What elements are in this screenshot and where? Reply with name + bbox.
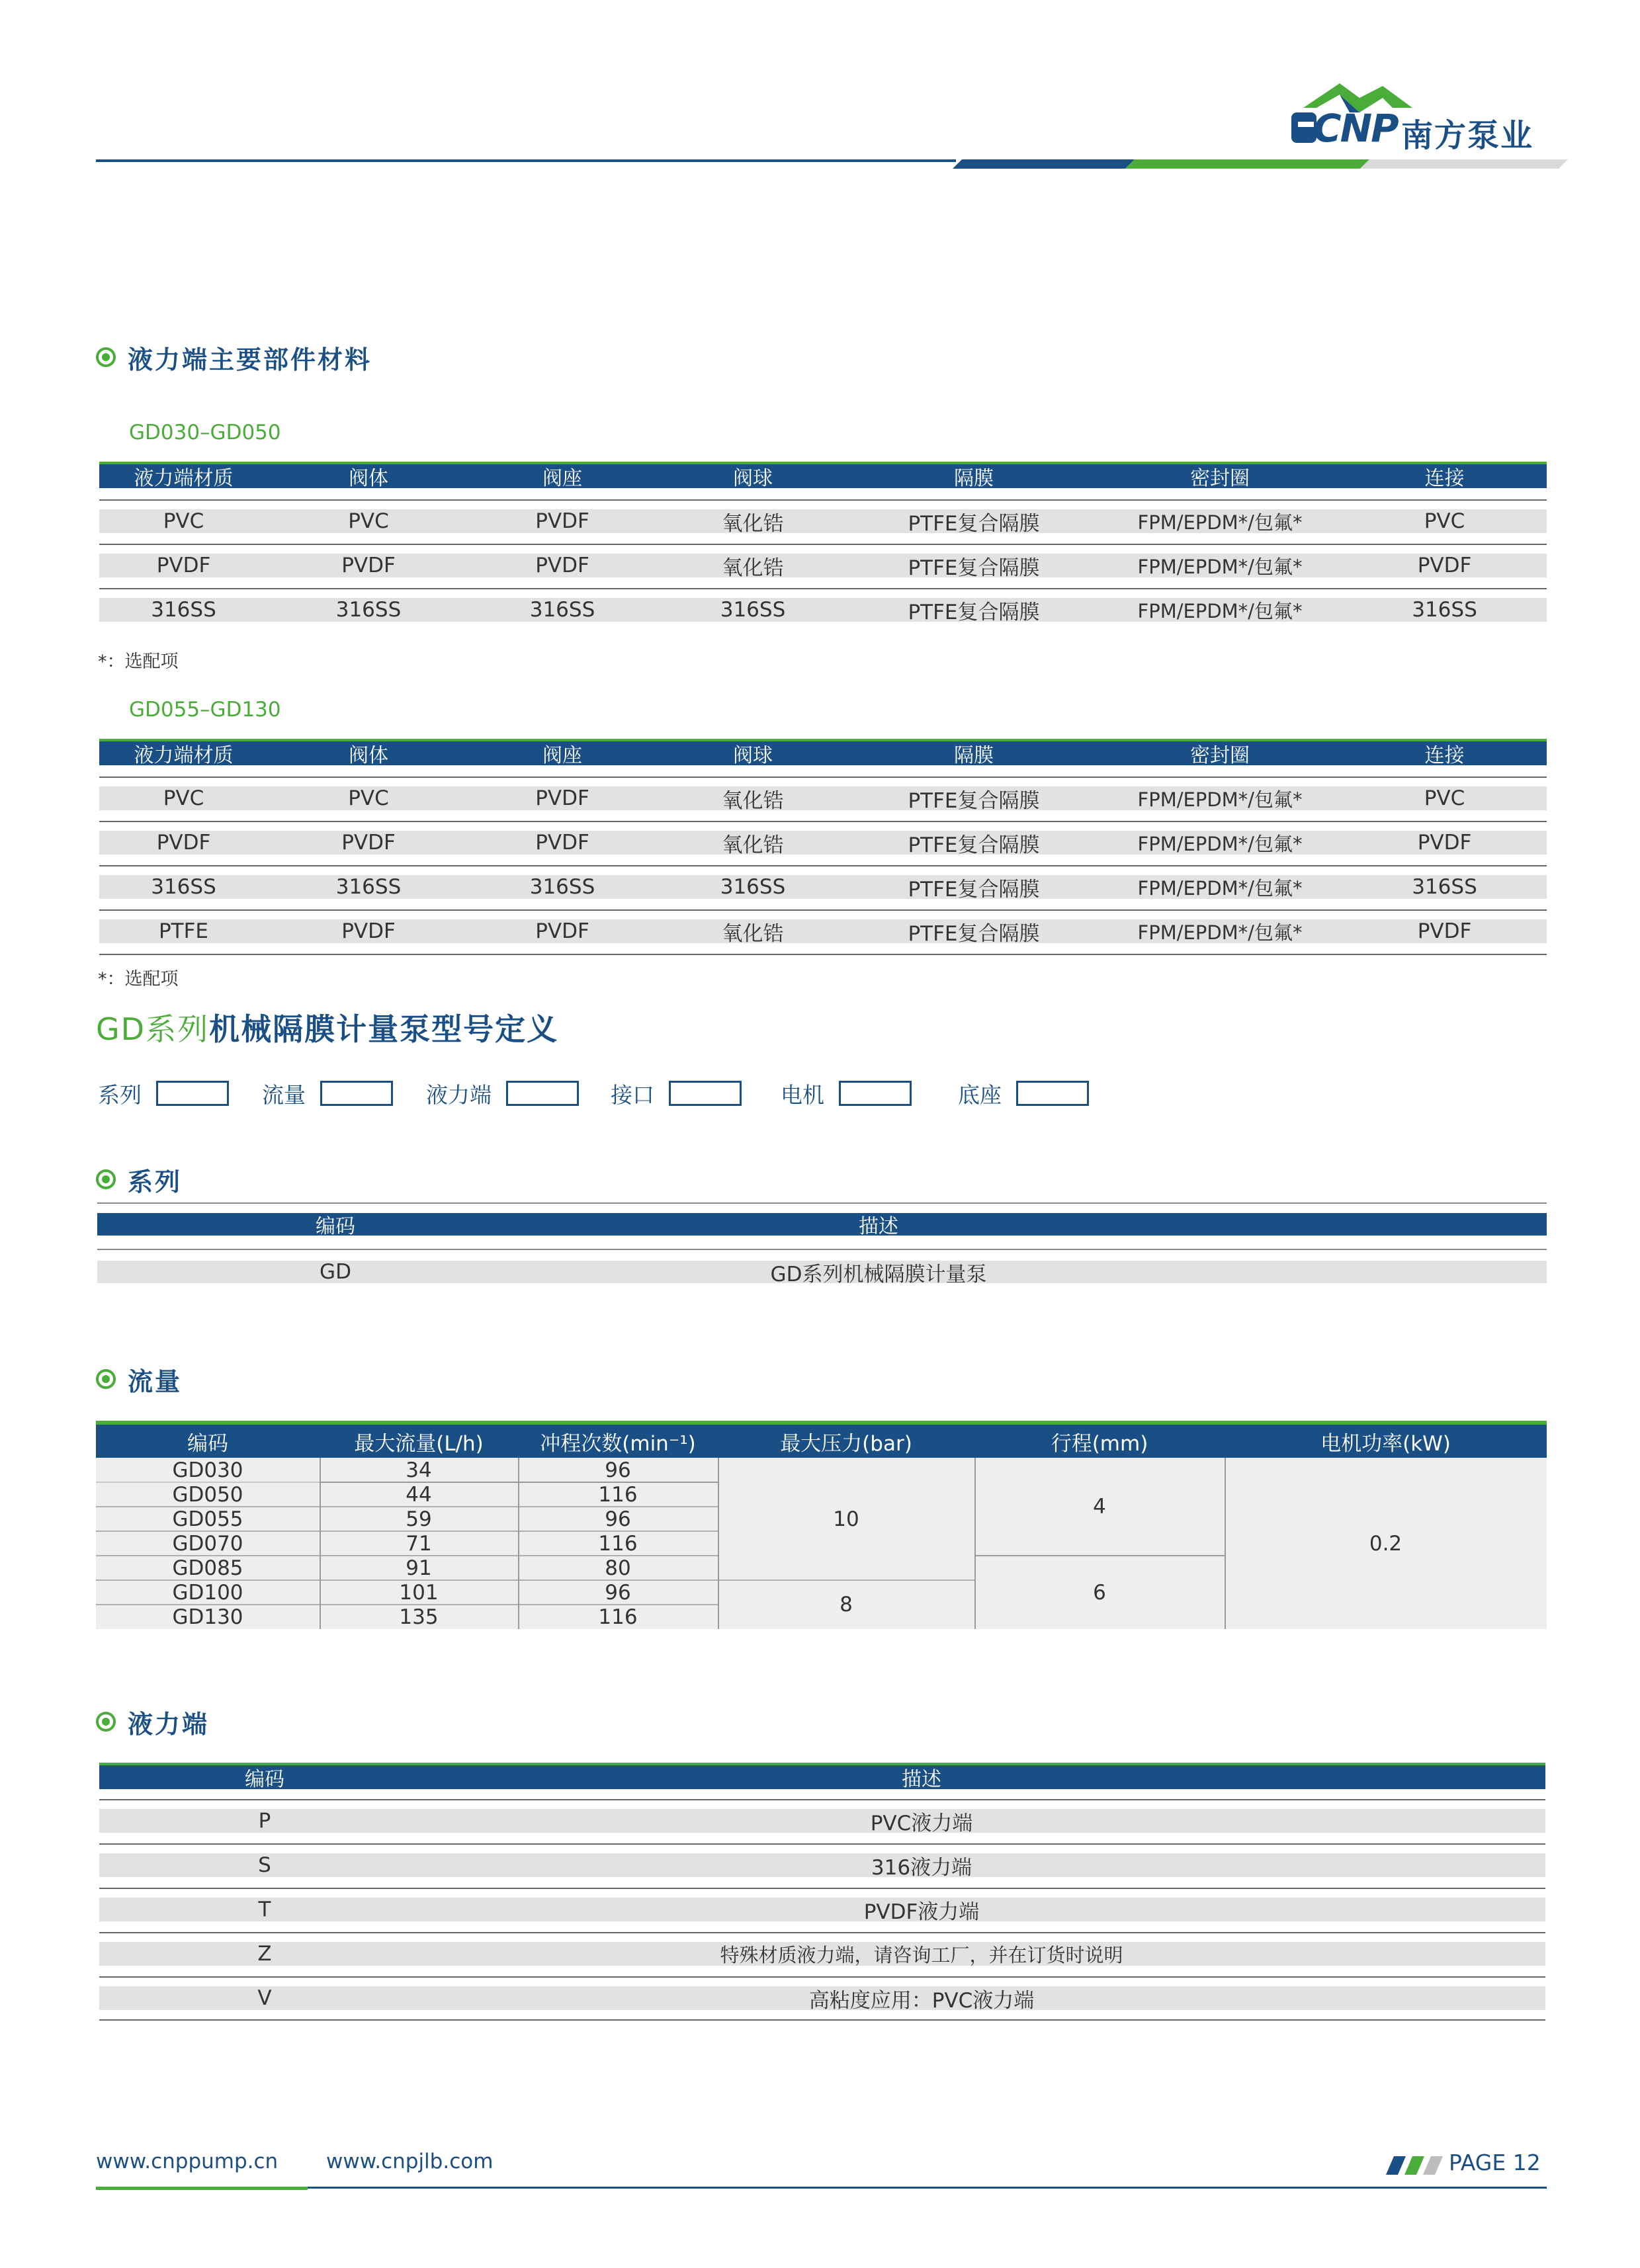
table-row — [99, 919, 1547, 946]
model-definition-title-rest: 机械隔膜计量泵型号定义 — [209, 1011, 559, 1047]
cell: GD070 — [172, 1531, 243, 1556]
def-label: 接口 — [611, 1081, 654, 1108]
def-label: 电机 — [781, 1081, 824, 1108]
cell: PVDF — [341, 554, 396, 577]
footer-green-accent — [96, 2187, 308, 2190]
cell: 氧化锆 — [722, 833, 784, 857]
model-definition-title-series: GD系列 — [96, 1011, 210, 1047]
cell: 316SS — [720, 875, 786, 899]
cell: PVDF — [156, 554, 211, 577]
header-cell: 密封圈 — [1190, 467, 1250, 490]
header-cell: 最大流量(L/h) — [320, 1425, 518, 1458]
cell: FPM/EPDM*/包氟* — [1137, 599, 1303, 622]
materials-title: 液力端主要部件材料 — [128, 345, 372, 374]
def-label: 底座 — [958, 1081, 1002, 1108]
pressure-cell: 10 — [833, 1507, 859, 1531]
cell: FPM/EPDM*/包氟* — [1137, 788, 1303, 811]
table1-note: *：选配项 — [98, 651, 179, 672]
cell: 316SS — [1412, 598, 1477, 622]
bullet-icon — [96, 1169, 116, 1189]
table-row — [99, 554, 1547, 580]
table2-subtitle: GD055–GD130 — [129, 698, 281, 722]
cell: P — [258, 1809, 271, 1833]
def-item-hydraulic — [426, 1077, 579, 1110]
cell: GD055 — [172, 1507, 243, 1531]
cell: 44 — [406, 1482, 432, 1507]
footer-website-1[interactable]: www.cnppump.cn — [96, 2150, 279, 2173]
cell: V — [257, 1986, 272, 2010]
cell: GD130 — [172, 1605, 243, 1629]
cell: PVC — [163, 509, 204, 533]
header-cell: 阀体 — [349, 467, 388, 490]
cell: 氧化锆 — [722, 921, 784, 946]
header-cell: 阀球 — [733, 467, 773, 490]
def-item-port — [611, 1077, 742, 1110]
cell: PTFE复合隔膜 — [908, 833, 1040, 857]
def-label: 流量 — [262, 1081, 306, 1108]
cell: GD050 — [172, 1482, 243, 1507]
cell: PVDF — [535, 554, 589, 577]
cell: GD系列机械隔膜计量泵 — [770, 1262, 987, 1286]
cell: 氧化锆 — [722, 788, 784, 813]
cell: PVDF — [341, 919, 396, 943]
cell: 116 — [598, 1482, 638, 1507]
header-cell: 连接 — [1424, 467, 1465, 490]
header-cell: 阀座 — [542, 744, 582, 767]
def-item-base — [958, 1077, 1089, 1110]
cell: PVC — [348, 509, 389, 533]
flow-heading — [96, 1363, 182, 1396]
cell: PVDF液力端 — [863, 1900, 980, 1924]
def-item-flow — [262, 1077, 393, 1110]
def-box — [839, 1081, 912, 1106]
cell: 316液力端 — [871, 1855, 972, 1880]
cell: 氧化锆 — [722, 556, 784, 580]
cell: PTFE复合隔膜 — [908, 921, 1040, 946]
cell: 96 — [605, 1458, 631, 1482]
def-item-motor — [781, 1077, 912, 1110]
table-row — [99, 1809, 1545, 1833]
bullet-icon — [96, 1369, 116, 1389]
header-cell: 阀座 — [542, 467, 582, 490]
cell: GD030 — [172, 1458, 243, 1482]
logo-company-name: 南方泵业 — [1401, 117, 1534, 154]
cell: Z — [257, 1942, 272, 1966]
cell: PTFE复合隔膜 — [908, 556, 1040, 580]
table-row — [99, 598, 1547, 622]
bullet-icon — [96, 347, 116, 367]
series-heading — [96, 1163, 182, 1196]
cell: PVC — [348, 786, 389, 810]
header-cell: 最大压力(bar) — [718, 1425, 974, 1458]
cell: FPM/EPDM*/包氟* — [1137, 832, 1303, 855]
flow-table — [96, 1421, 1547, 1629]
header-cell: 编码 — [96, 1425, 320, 1458]
header-cell: 描述 — [859, 1215, 898, 1238]
header-stripes — [946, 159, 1568, 169]
cell: 316SS — [151, 598, 216, 622]
cell: PTFE复合隔膜 — [908, 788, 1040, 813]
materials-table-1 — [99, 462, 1547, 634]
footer-stripes-icon — [1386, 2156, 1446, 2175]
cell: PVDF — [341, 831, 396, 855]
header-cell: 连接 — [1424, 744, 1465, 767]
table-row — [99, 1853, 1545, 1880]
cell: PVDF — [535, 919, 589, 943]
table-row — [99, 1898, 1545, 1924]
bullet-icon — [96, 1712, 116, 1732]
cell: PVDF — [1417, 831, 1472, 855]
logo-cnp-text: CNP — [1313, 106, 1398, 151]
header-cell: 密封圈 — [1190, 744, 1250, 767]
header-cell: 阀体 — [349, 744, 388, 767]
cell: 59 — [406, 1507, 432, 1531]
cell: PVC — [163, 786, 204, 810]
table1-subtitle: GD030–GD050 — [129, 421, 281, 444]
cell: PVC液力端 — [870, 1811, 973, 1835]
materials-table-2 — [99, 739, 1547, 957]
hydraulic-heading — [96, 1705, 209, 1738]
cell: FPM/EPDM*/包氟* — [1137, 876, 1303, 900]
table-row — [99, 1986, 1545, 2013]
header-cell: 描述 — [902, 1768, 941, 1791]
cell: PTFE复合隔膜 — [908, 877, 1040, 902]
header-cell: 隔膜 — [954, 467, 994, 490]
def-box — [669, 1081, 742, 1106]
footer-website-2[interactable]: www.cnpjlb.com — [326, 2150, 494, 2173]
table-header — [99, 1765, 1545, 1789]
cell: 116 — [598, 1531, 638, 1556]
cell: 氧化锆 — [722, 511, 784, 536]
header-cell: 电机功率(kW) — [1225, 1425, 1547, 1458]
cell: 316SS — [1412, 875, 1477, 899]
header-cell: 编码 — [316, 1215, 355, 1238]
power-cell: 0.2 — [1369, 1531, 1403, 1556]
def-box — [506, 1081, 579, 1106]
flow-title: 流量 — [128, 1366, 183, 1396]
header-cell: 冲程次数(min⁻¹) — [518, 1425, 718, 1458]
table-row — [99, 1942, 1545, 1966]
cell: GD085 — [172, 1556, 243, 1580]
table-row — [99, 786, 1547, 813]
model-definition-line — [98, 1077, 1156, 1110]
def-box — [156, 1081, 229, 1106]
cell: S — [258, 1853, 271, 1877]
table-row — [99, 509, 1547, 536]
cell: 71 — [406, 1531, 432, 1556]
cell: 135 — [399, 1605, 439, 1629]
cell: 91 — [406, 1556, 432, 1580]
table-header — [99, 741, 1547, 765]
cell: FPM/EPDM*/包氟* — [1137, 921, 1303, 944]
cell: PVC — [1424, 509, 1465, 533]
cell: PVDF — [535, 831, 589, 855]
cell: 316SS — [151, 875, 216, 899]
cell: PTFE复合隔膜 — [908, 511, 1040, 536]
hydraulic-table — [99, 1763, 1545, 2021]
hydraulic-title: 液力端 — [128, 1709, 210, 1739]
pressure-cell: 8 — [840, 1593, 853, 1617]
series-title: 系列 — [128, 1167, 183, 1197]
materials-heading — [96, 341, 372, 374]
header-cell: 行程(mm) — [974, 1425, 1225, 1458]
stroke-cell: 4 — [1093, 1495, 1106, 1519]
cell: PVDF — [535, 509, 589, 533]
cell: PVDF — [1417, 919, 1472, 943]
cell: FPM/EPDM*/包氟* — [1137, 511, 1303, 534]
table-row — [99, 875, 1547, 902]
header-rule — [96, 159, 956, 162]
cell: 316SS — [335, 875, 402, 899]
cell: PVDF — [156, 831, 211, 855]
cell: 96 — [605, 1507, 631, 1531]
cell: 高粘度应用：PVC液力端 — [808, 1988, 1035, 2013]
table-header — [97, 1213, 1547, 1236]
def-item-series — [98, 1077, 229, 1110]
model-definition-title — [96, 1005, 558, 1049]
def-label: 系列 — [98, 1081, 142, 1108]
header-cell: 编码 — [245, 1768, 284, 1791]
footer-rule — [96, 2187, 1547, 2189]
cell: 316SS — [529, 875, 595, 899]
cell: 316SS — [720, 598, 786, 622]
cell: PTFE — [158, 919, 209, 943]
page-number: PAGE 12 — [1449, 2150, 1541, 2175]
cell: 34 — [406, 1458, 432, 1482]
cell: PVDF — [1417, 554, 1472, 577]
series-table — [97, 1202, 1547, 1295]
cell: 316SS — [529, 598, 595, 622]
def-label: 液力端 — [426, 1081, 492, 1108]
def-box — [1016, 1081, 1089, 1106]
cell: 316SS — [335, 598, 402, 622]
cell: PVC — [1424, 786, 1465, 810]
cell: 116 — [598, 1605, 638, 1629]
header-cell: 液力端材质 — [134, 744, 234, 767]
header-cell: 隔膜 — [954, 744, 994, 767]
cell: T — [258, 1898, 271, 1921]
header-cell: 液力端材质 — [134, 467, 234, 490]
cell: 特殊材质液力端，请咨询工厂，并在订货时说明 — [720, 1943, 1123, 1966]
table-row — [97, 1260, 1547, 1286]
cell: GD100 — [172, 1580, 243, 1605]
table-row — [99, 831, 1547, 855]
table-header — [99, 464, 1547, 488]
table2-note: *：选配项 — [98, 969, 179, 989]
cell: 101 — [399, 1580, 439, 1605]
cell: PTFE复合隔膜 — [908, 600, 1040, 624]
cell: PVDF — [535, 786, 589, 810]
cell: GD — [320, 1260, 351, 1284]
cell: 96 — [605, 1580, 631, 1605]
header-cell: 阀球 — [733, 744, 773, 767]
stroke-cell: 6 — [1093, 1580, 1106, 1605]
cell: FPM/EPDM*/包氟* — [1137, 555, 1303, 578]
cell: 80 — [605, 1556, 631, 1580]
def-box — [320, 1081, 393, 1106]
